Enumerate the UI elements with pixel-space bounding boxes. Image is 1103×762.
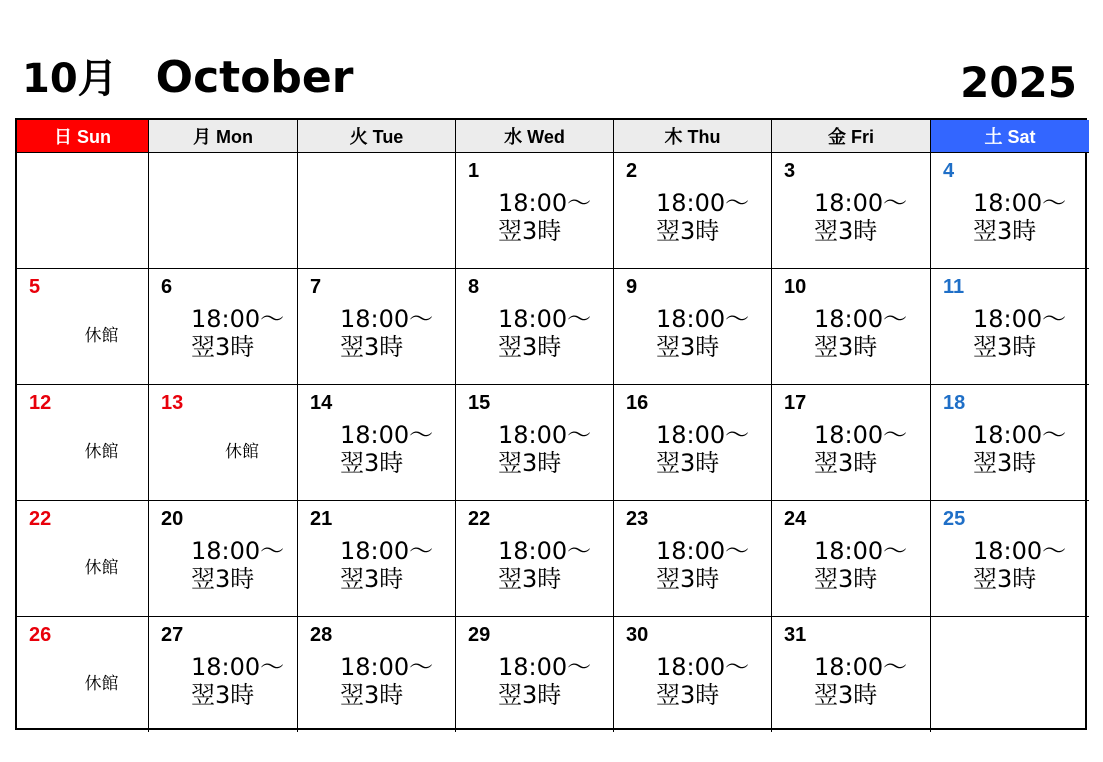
day-number: 27 <box>161 624 184 646</box>
opening-hours: 18:00〜 翌3時 <box>814 305 908 361</box>
day-cell <box>772 385 931 501</box>
opening-hours: 18:00〜 翌3時 <box>191 305 285 361</box>
weekday-header-sat: 土 Sat <box>931 120 1089 153</box>
opening-hours: 18:00〜 翌3時 <box>340 421 434 477</box>
opening-hours: 18:00〜 翌3時 <box>973 189 1067 245</box>
day-cell <box>149 153 298 269</box>
day-cell <box>931 501 1089 617</box>
day-number: 18 <box>943 392 966 414</box>
day-number: 4 <box>943 160 955 182</box>
day-number: 3 <box>784 160 796 182</box>
day-number: 2 <box>626 160 638 182</box>
opening-hours: 18:00〜 翌3時 <box>340 305 434 361</box>
day-number: 16 <box>626 392 649 414</box>
opening-hours: 18:00〜 翌3時 <box>656 305 750 361</box>
day-cell <box>772 153 931 269</box>
day-number: 9 <box>626 276 638 298</box>
opening-hours: 18:00〜 翌3時 <box>973 537 1067 593</box>
weekday-header-thu: 木 Thu <box>614 120 772 153</box>
closed-label: 休館 <box>84 442 119 462</box>
opening-hours: 18:00〜 翌3時 <box>656 421 750 477</box>
calendar-grid <box>15 118 1087 730</box>
opening-hours: 18:00〜 翌3時 <box>656 653 750 709</box>
opening-hours: 18:00〜 翌3時 <box>498 305 592 361</box>
opening-hours: 18:00〜 翌3時 <box>656 189 750 245</box>
day-cell <box>456 153 614 269</box>
opening-hours: 18:00〜 翌3時 <box>191 537 285 593</box>
opening-hours: 18:00〜 翌3時 <box>498 421 592 477</box>
opening-hours: 18:00〜 翌3時 <box>191 653 285 709</box>
day-cell <box>456 617 614 732</box>
day-cell <box>456 385 614 501</box>
weekday-header-fri: 金 Fri <box>772 120 931 153</box>
opening-hours: 18:00〜 翌3時 <box>340 653 434 709</box>
month-en: October <box>155 52 354 103</box>
weekday-header-mon: 月 Mon <box>149 120 298 153</box>
day-cell <box>614 153 772 269</box>
day-cell <box>149 385 298 501</box>
month-jp: 10月 <box>22 56 118 102</box>
day-number: 23 <box>626 508 649 530</box>
day-number: 22 <box>468 508 491 530</box>
day-number: 6 <box>161 276 173 298</box>
day-number: 29 <box>468 624 491 646</box>
weekday-header-wed: 水 Wed <box>456 120 614 153</box>
day-number: 8 <box>468 276 480 298</box>
day-number: 7 <box>310 276 322 298</box>
day-cell <box>614 617 772 732</box>
day-cell <box>298 501 456 617</box>
day-cell <box>931 153 1089 269</box>
day-cell <box>456 501 614 617</box>
day-number: 31 <box>784 624 807 646</box>
day-number: 1 <box>468 160 480 182</box>
day-number: 5 <box>29 276 41 298</box>
day-cell <box>931 269 1089 385</box>
opening-hours: 18:00〜 翌3時 <box>498 189 592 245</box>
day-cell <box>614 385 772 501</box>
closed-label: 休館 <box>84 326 119 346</box>
opening-hours: 18:00〜 翌3時 <box>814 653 908 709</box>
opening-hours: 18:00〜 翌3時 <box>973 305 1067 361</box>
day-number: 30 <box>626 624 649 646</box>
day-number: 26 <box>29 624 52 646</box>
day-cell <box>614 269 772 385</box>
day-number: 11 <box>943 276 965 298</box>
day-cell <box>149 501 298 617</box>
opening-hours: 18:00〜 翌3時 <box>656 537 750 593</box>
day-cell <box>931 385 1089 501</box>
opening-hours: 18:00〜 翌3時 <box>498 653 592 709</box>
opening-hours: 18:00〜 翌3時 <box>498 537 592 593</box>
day-number: 13 <box>161 392 184 414</box>
day-number: 15 <box>468 392 491 414</box>
closed-label: 休館 <box>225 442 259 462</box>
day-cell <box>17 501 149 617</box>
day-number: 21 <box>310 508 333 530</box>
day-number: 14 <box>310 392 333 414</box>
day-cell <box>17 385 149 501</box>
calendar-title <box>22 50 353 107</box>
day-cell <box>17 153 149 269</box>
day-number: 22 <box>29 508 52 530</box>
weekday-header-sun: 日 Sun <box>17 120 149 153</box>
day-cell <box>149 617 298 732</box>
day-cell <box>17 269 149 385</box>
opening-hours: 18:00〜 翌3時 <box>973 421 1067 477</box>
day-cell <box>772 501 931 617</box>
day-cell <box>298 385 456 501</box>
day-cell <box>298 269 456 385</box>
day-cell <box>298 617 456 732</box>
day-number: 17 <box>784 392 807 414</box>
day-cell <box>931 617 1089 732</box>
day-cell <box>298 153 456 269</box>
day-cell <box>17 617 149 732</box>
opening-hours: 18:00〜 翌3時 <box>814 421 908 477</box>
calendar-year: 2025 <box>960 58 1077 107</box>
weekday-header-tue: 火 Tue <box>298 120 456 153</box>
day-number: 24 <box>784 508 807 530</box>
opening-hours: 18:00〜 翌3時 <box>814 537 908 593</box>
day-cell <box>772 269 931 385</box>
day-number: 12 <box>29 392 52 414</box>
day-number: 10 <box>784 276 807 298</box>
day-number: 25 <box>943 508 966 530</box>
day-cell <box>456 269 614 385</box>
closed-label: 休館 <box>84 674 119 694</box>
opening-hours: 18:00〜 翌3時 <box>340 537 434 593</box>
closed-label: 休館 <box>84 558 119 578</box>
day-cell <box>614 501 772 617</box>
day-number: 20 <box>161 508 184 530</box>
opening-hours: 18:00〜 翌3時 <box>814 189 908 245</box>
day-cell <box>149 269 298 385</box>
day-number: 28 <box>310 624 333 646</box>
day-cell <box>772 617 931 732</box>
